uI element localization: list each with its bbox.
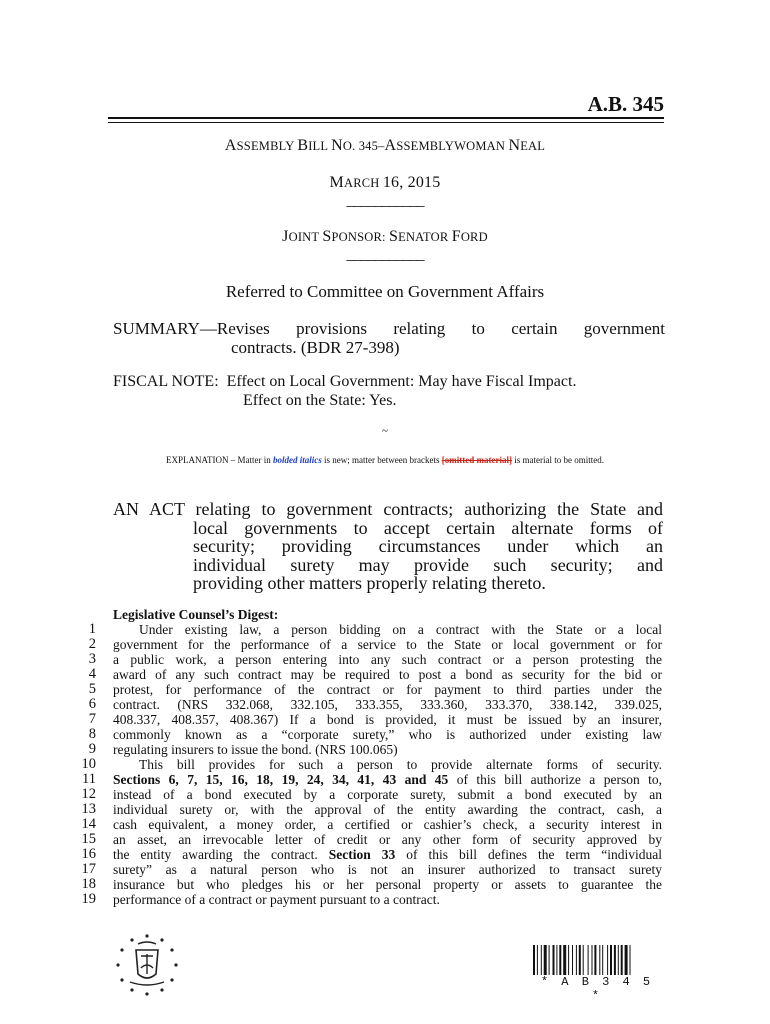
fiscal-note-state: Effect on the State: Yes. xyxy=(243,392,397,409)
digest-line xyxy=(113,817,662,832)
digest-bold-text: Section 33 xyxy=(328,847,396,862)
line-number: 14 xyxy=(81,816,96,832)
line-number: 15 xyxy=(81,831,96,847)
digest-text: award of any such contract may be required to post a bond as security for the bid or xyxy=(113,667,662,682)
heading-text: M xyxy=(329,174,344,191)
barcode-bar xyxy=(599,945,600,975)
line-number: 16 xyxy=(81,846,96,862)
line-number: 17 xyxy=(81,861,96,877)
heading-text: F xyxy=(451,228,461,245)
separator-tilde: ~ xyxy=(382,425,388,437)
line-number: 13 xyxy=(81,801,96,817)
barcode xyxy=(533,945,661,975)
digest-bold-text: Sections 6, 7, 15, 16, 18, 19, 24, 34, 41, 43 and 45 xyxy=(113,772,449,787)
heading-text: ORD xyxy=(460,230,488,244)
digest-text: commonly known as a “corporate surety,” who is authorized under existing law xyxy=(113,727,662,742)
fiscal-note-label: FISCAL NOTE: xyxy=(113,373,219,390)
line-number: 11 xyxy=(82,771,96,787)
digest-line xyxy=(113,892,662,907)
act-line: local governments to accept certain alternate forms of xyxy=(193,517,663,538)
heading-text: N xyxy=(508,137,521,154)
heading-text: ENATOR xyxy=(398,230,452,244)
digest-text: individual surety or, with the approval of the entity awarding the contract, cash, a xyxy=(113,802,662,817)
digest-line xyxy=(113,637,662,652)
state-seal-icon xyxy=(112,930,182,1000)
bill-number: A.B. 345 xyxy=(587,92,664,116)
barcode-bar xyxy=(621,945,623,975)
digest-line xyxy=(113,847,662,862)
digest-text: contract. (NRS 332.068, 332.105, 333.355, 333.360, 333.370, 338.142, 339.025, xyxy=(113,697,662,712)
summary xyxy=(113,319,665,357)
digest-line xyxy=(113,772,662,787)
heading-text: PONSOR: xyxy=(331,230,389,244)
line-number: 7 xyxy=(88,711,96,727)
heading-text: OINT xyxy=(288,230,323,244)
digest-text: the entity awarding the contract. xyxy=(113,847,329,862)
digest-text: Under existing law, a person bidding on a contract with the State or a local xyxy=(139,622,662,637)
act-line: security; providing circumstances under which an xyxy=(193,536,663,556)
digest-text: surety” as a natural person who is not an insurer authorized to transact surety xyxy=(113,862,662,877)
heading-text: A xyxy=(384,137,397,154)
header-rule-thin xyxy=(108,122,664,123)
digest-text: an asset, an irrevocable letter of credit or any other form of security approved by xyxy=(113,832,662,847)
digest-text: instead of a bond executed by a corporate surety, submit a bond executed by an xyxy=(113,787,662,802)
act-line: AN ACT relating to government contracts; authorizing the State and xyxy=(113,499,663,519)
barcode-bar xyxy=(583,945,584,975)
barcode-bar xyxy=(610,945,612,975)
digest-text: cash equivalent, a money order, a certified or cashier’s check, a security interest in xyxy=(113,817,662,832)
digest-text: a public work, a person entering into any such contract or a person protesting the xyxy=(113,652,662,667)
joint-sponsor xyxy=(0,228,770,246)
barcode-bar xyxy=(576,945,577,975)
heading-text: N xyxy=(331,137,343,154)
line-number: 12 xyxy=(81,786,96,802)
digest-line xyxy=(113,622,662,637)
line-numbers xyxy=(70,622,96,907)
digest-text: protest, for performance of the contract or for payment to third parties under the xyxy=(113,682,662,697)
explanation xyxy=(0,455,770,465)
summary-line-2: contracts. (BDR 27-398) xyxy=(231,338,400,357)
barcode-bar xyxy=(549,945,550,975)
heading-text: S xyxy=(389,228,399,245)
digest-text: of this bill authorize a person to, xyxy=(448,772,662,787)
line-number: 3 xyxy=(88,651,96,667)
digest-line xyxy=(113,727,662,742)
divider-2: ___________ xyxy=(346,246,424,263)
barcode-bar xyxy=(541,945,542,975)
barcode-bar xyxy=(559,945,561,975)
digest-line xyxy=(113,832,662,847)
line-number: 18 xyxy=(81,876,96,892)
digest-line xyxy=(113,697,662,712)
digest-line xyxy=(113,682,662,697)
digest-text: of this bill defines the term “individual xyxy=(395,847,662,862)
barcode-bar xyxy=(579,945,581,975)
explanation-bold-italic: bolded italics xyxy=(273,455,322,465)
digest-text: regulating insurers to issue the bond. (NRS 100.065) xyxy=(113,742,398,757)
barcode-bar xyxy=(618,945,619,975)
digest-text: insurance but who pledges his or her personal property or assets to guarantee the xyxy=(113,877,662,892)
barcode-bar xyxy=(594,945,596,975)
heading-text: SSEMBLYWOMAN xyxy=(396,139,509,153)
line-number: 9 xyxy=(88,741,96,757)
line-number: 2 xyxy=(88,636,96,652)
barcode-bar xyxy=(553,945,555,975)
digest-line xyxy=(113,712,662,727)
heading-text: ILL xyxy=(308,139,332,153)
referred-to: Referred to Committee on Government Affairs xyxy=(225,282,545,301)
heading-text: S xyxy=(322,228,332,245)
fiscal-note xyxy=(113,372,673,410)
digest-text: government for the performance of a service to the State or local government or for xyxy=(113,637,662,652)
line-number: 10 xyxy=(81,756,96,772)
line-number: 4 xyxy=(88,666,96,682)
barcode-bar xyxy=(568,945,569,975)
digest-line xyxy=(113,652,662,667)
barcode-bar xyxy=(588,945,589,975)
act-line: providing other matters properly relating thereto. xyxy=(193,573,546,593)
barcode-bar xyxy=(563,945,566,975)
heading-text: J xyxy=(282,228,289,245)
summary-line-1: SUMMARY—Revises provisions relating to certain government xyxy=(113,319,665,338)
barcode-bar xyxy=(556,945,557,975)
explanation-prefix: EXPLANATION – Matter in xyxy=(166,455,274,465)
barcode-bar xyxy=(592,945,593,975)
bill-date xyxy=(0,174,770,192)
barcode-bar xyxy=(630,945,631,975)
explanation-middle: is new; matter between brackets xyxy=(321,455,442,465)
digest-line xyxy=(113,862,662,877)
heading-text: ARCH xyxy=(343,176,383,190)
divider-1: ___________ xyxy=(346,192,424,209)
line-number: 8 xyxy=(88,726,96,742)
barcode-bar xyxy=(614,945,616,975)
act-title xyxy=(113,500,663,593)
digest-body xyxy=(113,622,662,907)
digest-line xyxy=(113,667,662,682)
digest-line xyxy=(113,787,662,802)
barcode-bar xyxy=(533,945,535,975)
digest-title: Legislative Counsel’s Digest: xyxy=(113,607,279,622)
barcode-bar xyxy=(572,945,573,975)
barcode-bar xyxy=(625,945,628,975)
heading-text: EAL xyxy=(520,139,546,153)
fiscal-note-local: Effect on Local Government: May have Fiscal Impact. xyxy=(226,373,577,390)
barcode-bar xyxy=(537,945,538,975)
heading-text: SSEMBLY xyxy=(236,139,298,153)
explanation-omitted: [omitted material] xyxy=(441,455,512,465)
heading-text: B xyxy=(297,137,309,154)
heading-text: O. 345– xyxy=(342,139,385,153)
line-number: 6 xyxy=(88,696,96,712)
digest-line xyxy=(113,877,662,892)
header-rule-thick xyxy=(108,117,664,119)
line-number: 5 xyxy=(88,681,96,697)
digest-text: This bill provides for such a person to provide alternate forms of security. xyxy=(139,757,662,772)
line-number: 19 xyxy=(81,891,96,907)
explanation-suffix: is material to be omitted. xyxy=(511,455,604,465)
digest-text: performance of a contract or payment pursuant to a contract. xyxy=(113,892,440,907)
digest-text: 408.337, 408.357, 408.367) If a bond is provided, it must be issued by an insurer, xyxy=(113,712,662,727)
bill-title xyxy=(0,137,770,155)
heading-text: A xyxy=(224,137,237,154)
digest-line xyxy=(113,742,662,757)
line-number: 1 xyxy=(88,621,96,637)
barcode-bar xyxy=(602,945,603,975)
act-line: individual surety may provide such security; and xyxy=(193,554,663,575)
digest-line xyxy=(113,802,662,817)
heading-text: 16, 2015 xyxy=(382,174,441,191)
barcode-text: * A B 3 4 5 * xyxy=(540,975,654,1003)
barcode-bar xyxy=(607,945,608,975)
digest-line xyxy=(113,757,662,772)
barcode-bar xyxy=(544,945,547,975)
